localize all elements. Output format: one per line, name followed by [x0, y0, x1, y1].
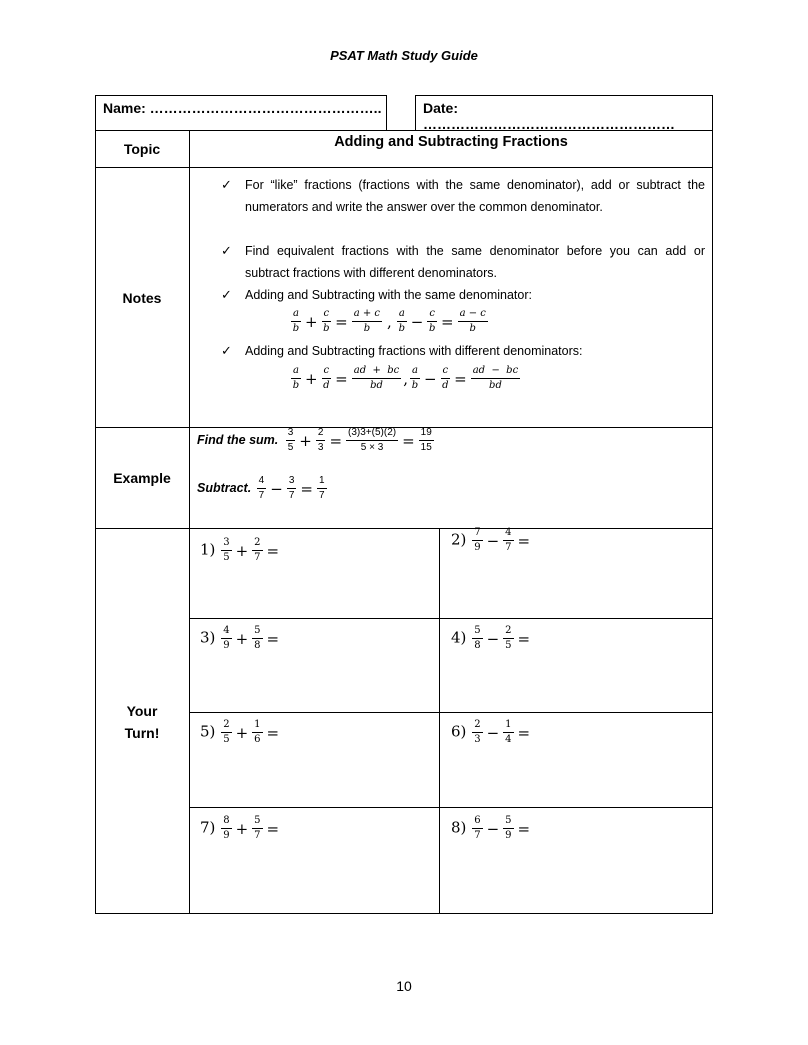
table-label-divider	[189, 130, 190, 914]
notes-item-3: Adding and Subtracting with the same denominator:	[245, 288, 532, 302]
notes-label: Notes	[122, 289, 162, 306]
formula-same-denominator: $\frac{a}{b}$ + $\frac{c}{b}$ = $\frac{a + c}{b}$ , $\frac{a}{b}$ − $\frac{c}{b}$ = $\frac{a - c}{b}$	[292, 308, 486, 334]
problem-3: 3) $\frac{4}{9}$ + $\frac{5}{8}$ =	[200, 625, 280, 651]
your-turn-label	[95, 529, 189, 914]
example-subtract: Subtract. $\frac{4}{7}$ − $\frac{3}{7}$ = $\frac{1}{7}$	[197, 475, 325, 501]
subtract-label: Subtract.	[197, 480, 252, 495]
check-icon: ✓	[221, 287, 232, 302]
page-number: 10	[396, 978, 412, 994]
find-sum-label: Find the sum.	[197, 432, 279, 447]
problems-column-divider	[439, 528, 440, 914]
check-icon: ✓	[221, 177, 232, 192]
example-find-sum: Find the sum. $\frac{3}{5}$ + $\frac{2}{3}$ = $\frac{(3)3+(5)(2)}{5 \times 3}$ = $\frac{19}{15}$	[197, 427, 432, 453]
name-label: Name: …………………………………………..	[103, 100, 382, 116]
problem-1: 1) $\frac{3}{5}$ + $\frac{2}{7}$ =	[200, 537, 280, 563]
date-field	[415, 95, 713, 131]
date-label: Date: ………………………………………………	[423, 100, 675, 132]
your-turn-label-line1: Your	[126, 702, 158, 719]
check-icon: ✓	[221, 343, 232, 358]
notes-item-4: Adding and Subtracting fractions with different denominators:	[245, 344, 583, 358]
formula-different-denominators: $\frac{a}{b}$ + $\frac{c}{d}$ = $\frac{ad + bc}{bd}$ , $\frac{a}{b}$ − $\frac{c}{d}$ = $\frac{ad - bc}{bd}$	[292, 365, 519, 391]
problems-row-divider-3	[189, 807, 713, 808]
problem-2: 2) $\frac{7}{9}$ − $\frac{4}{7}$ =	[451, 527, 531, 553]
check-icon: ✓	[221, 243, 232, 258]
page-header-title: PSAT Math Study Guide	[330, 48, 478, 63]
your-turn-label-line2: Turn!	[124, 724, 160, 741]
problem-7: 7) $\frac{8}{9}$ + $\frac{5}{7}$ =	[200, 815, 280, 841]
topic-label: Topic	[123, 141, 161, 157]
problem-5: 5) $\frac{2}{5}$ + $\frac{1}{6}$ =	[200, 719, 280, 745]
problems-row-divider-2	[189, 712, 713, 713]
problem-6: 6) $\frac{2}{3}$ − $\frac{1}{4}$ =	[451, 719, 531, 745]
notes-item-2: Find equivalent fractions with the same denominator before you can add or subtract fractions with different denominators.	[245, 244, 705, 280]
problems-row-divider-1	[189, 618, 713, 619]
example-label: Example	[113, 470, 171, 486]
notes-item-1: For “like” fractions (fractions with the same denominator), add or subtract the numerators and write the answer over the common denominator.	[245, 178, 705, 214]
problem-8: 8) $\frac{6}{7}$ − $\frac{5}{9}$ =	[451, 815, 531, 841]
name-field	[95, 95, 387, 131]
problem-4: 4) $\frac{5}{8}$ − $\frac{2}{5}$ =	[451, 625, 531, 651]
topic-value: Adding and Subtracting Fractions	[334, 134, 568, 150]
